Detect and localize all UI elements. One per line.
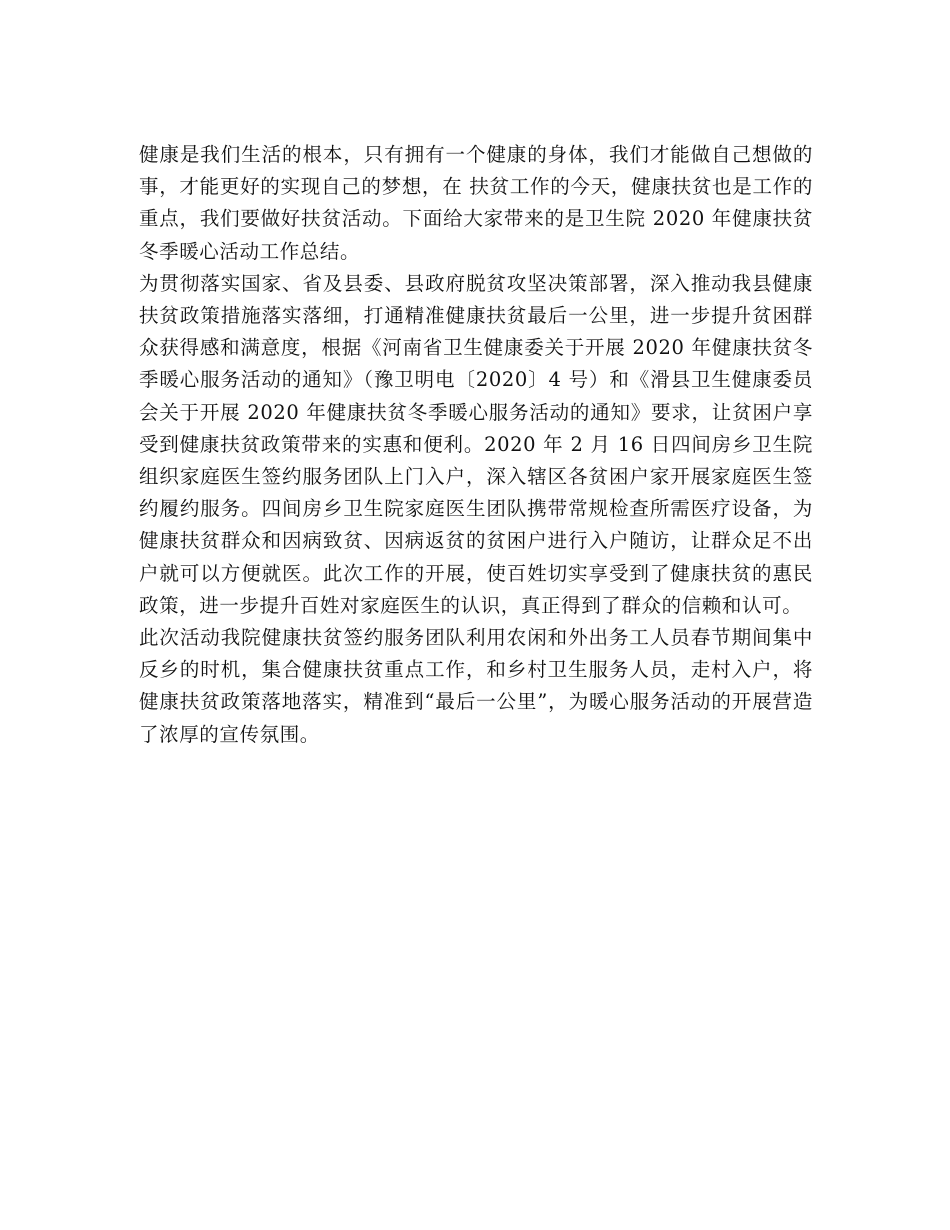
paragraph-main: 为贯彻落实国家、省及县委、县政府脱贫攻坚决策部署，深入推动我县健康扶贫政策措施落实落细，打通精准健康扶贫最后一公里，进一步提升贫困群众获得感和满意度，根据《河南省卫生健康委关于开展 2020 年健康扶贫冬季暖心服务活动的通知》（豫卫明电〔2020〕4 号）和《滑县卫生健康委员会关于开展 2020 年健康扶贫冬季暖心服务活动的通知》要求，让贫困户享受到健康扶贫政策带来的实惠和便利。2020 年 2 月 16 日四间房乡卫生院组织家庭医生签约服务团队上门入户，深入辖区各贫困户家开展家庭医生签约履约服务。四间房乡卫生院家庭医生团队携带常规检查所需医疗设备，为健康扶贫群众和因病致贫、因病返贫的贫困户进行入户随访，让群众足不出户就可以方便就医。此次工作的开展，使百姓切实享受到了健康扶贫的惠民政策，进一步提升百姓对家庭医生的认识，真正得到了群众的信赖和认可。 xyxy=(139,271,813,617)
paragraph-closing: 此次活动我院健康扶贫签约服务团队利用农闲和外出务工人员春节期间集中反乡的时机，集合健康扶贫重点工作，和乡村卫生服务人员，走村入户，将健康扶贫政策落地落实，精准到“最后一公里”，为暖心服务活动的开展营造了浓厚的宣传氛围。 xyxy=(139,626,813,746)
document-body xyxy=(139,139,813,751)
paragraph-intro: 健康是我们生活的根本，只有拥有一个健康的身体，我们才能做自己想做的事，才能更好的实现自己的梦想，在 扶贫工作的今天，健康扶贫也是工作的重点，我们要做好扶贫活动。下面给大家带来的是卫生院 2020 年健康扶贫冬季暖心活动工作总结。 xyxy=(139,143,813,263)
